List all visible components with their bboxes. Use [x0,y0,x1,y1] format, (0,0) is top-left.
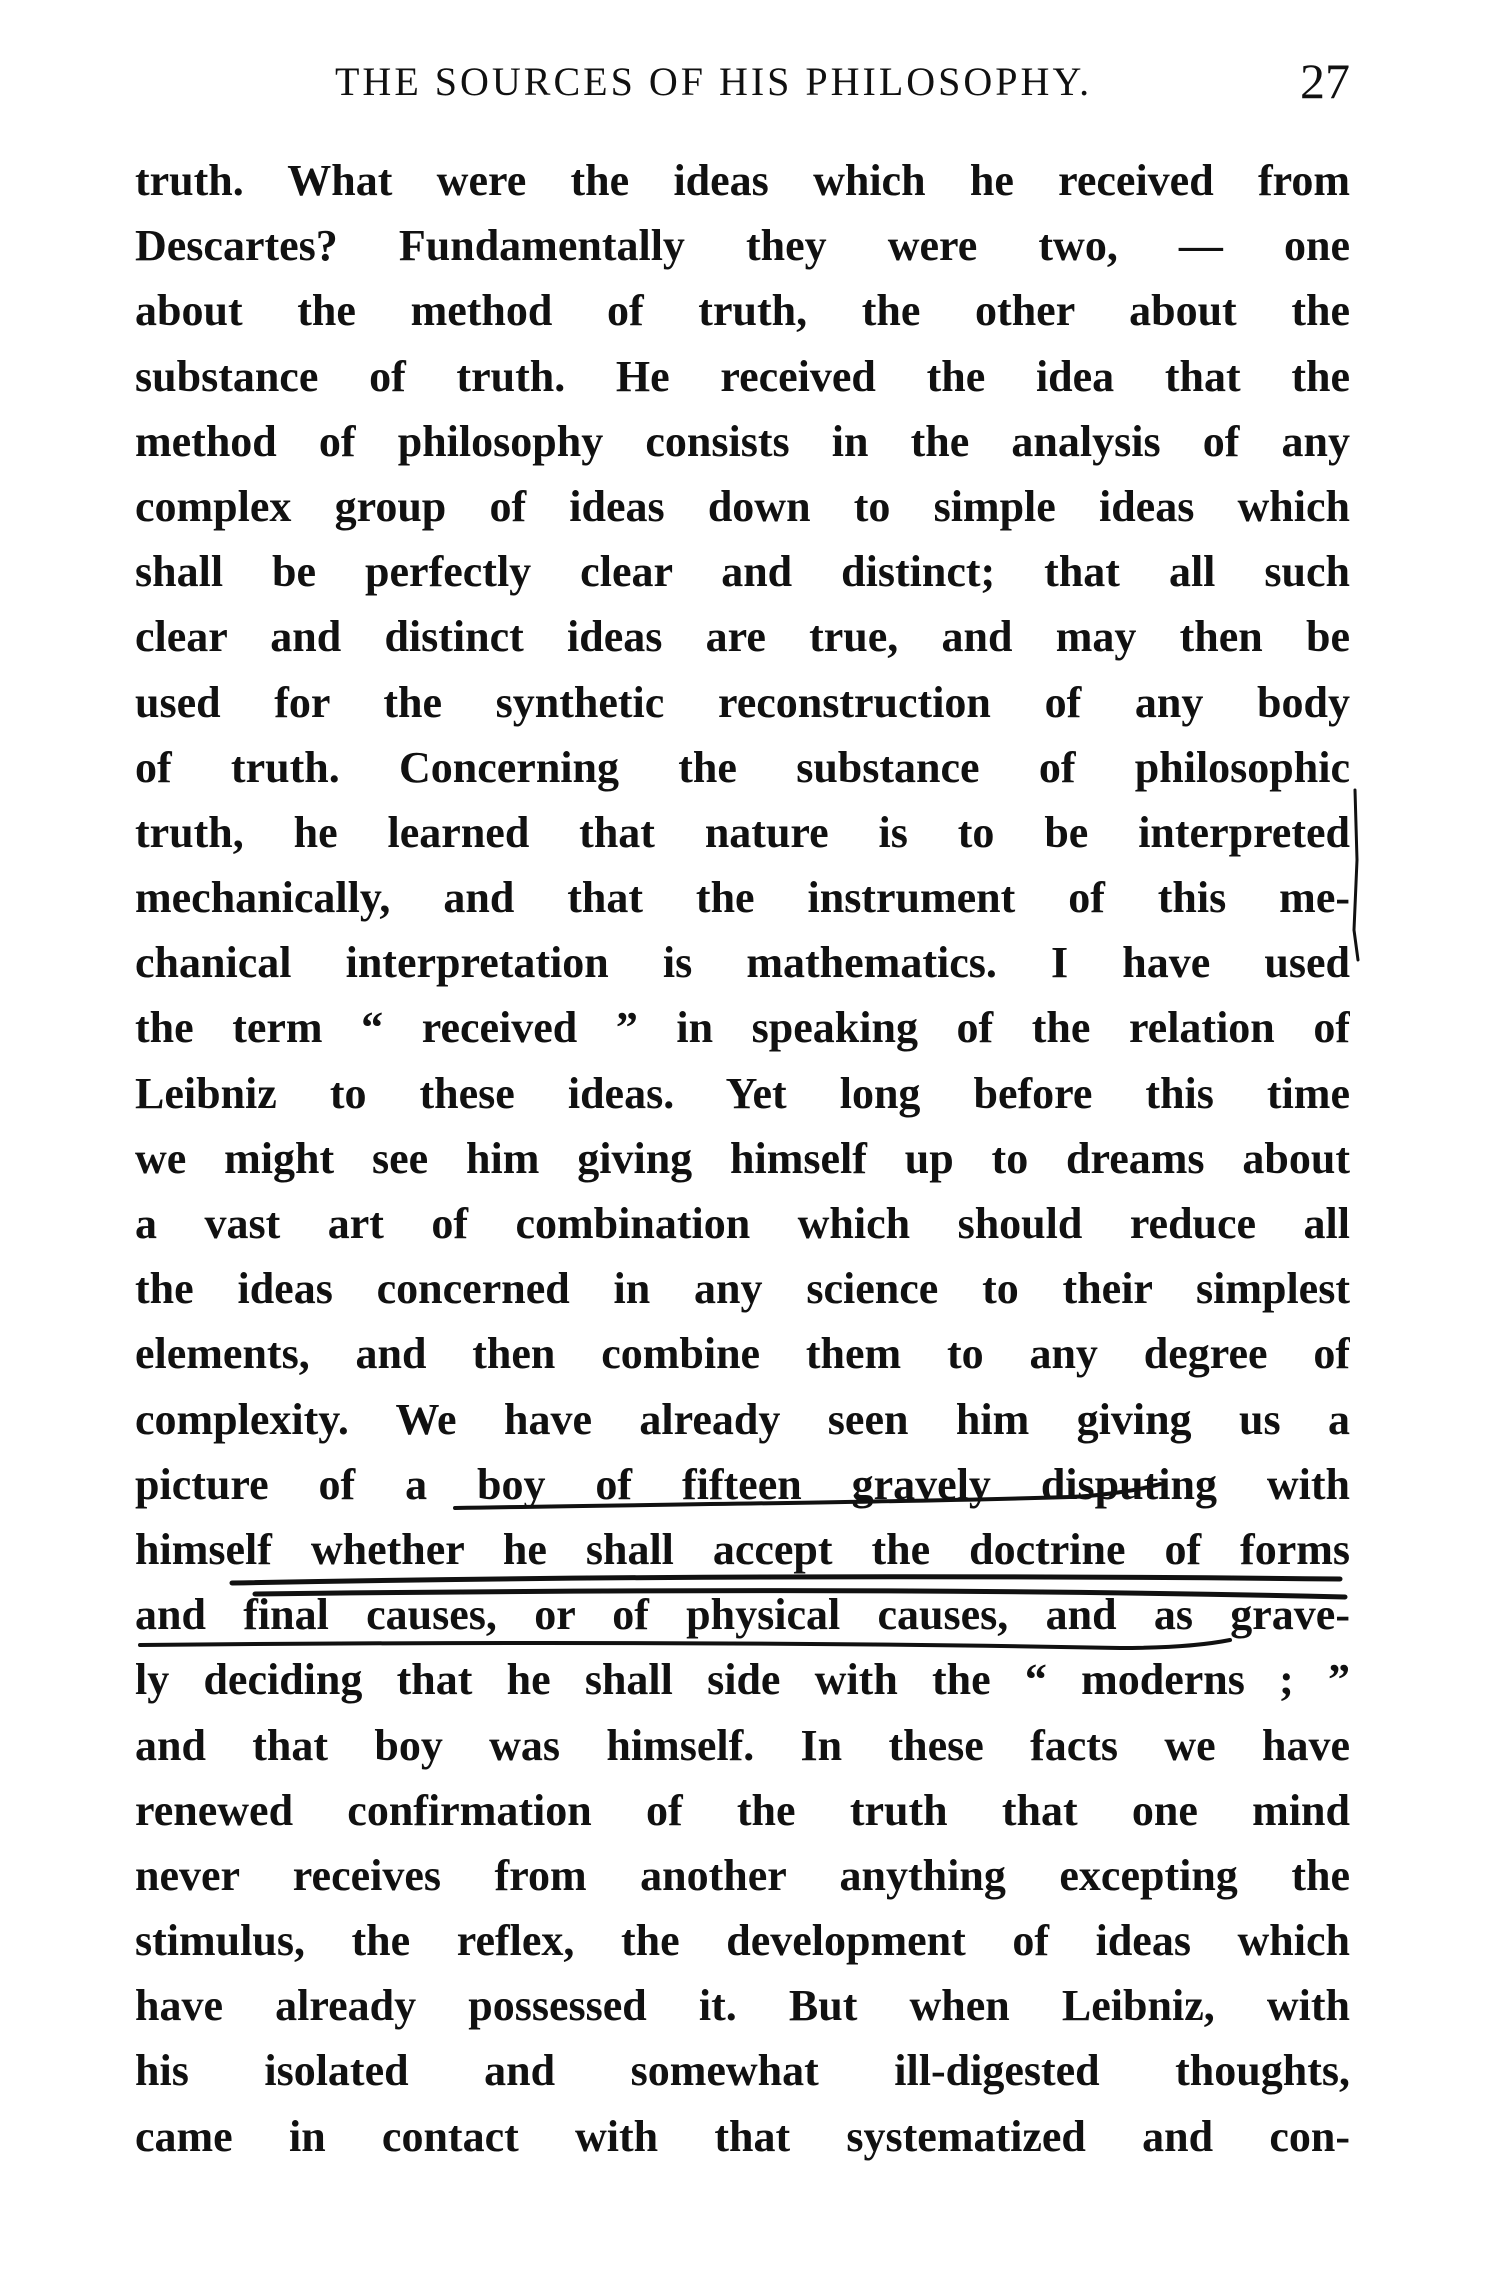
text-line: himself whether he shall accept the doctrine of forms [135,1524,1350,1574]
margin-bracket [1354,790,1358,960]
text-line: complexity. We have already seen him giving us a [135,1394,1350,1444]
text-line: clear and distinct ideas are true, and may then be [135,612,1350,662]
text-line: Descartes? Fundamentally they were two, — one [135,221,1350,271]
text-line: method of philosophy consists in the analysis of any [135,416,1350,466]
text-line: we might see him giving himself up to dreams about [135,1133,1350,1183]
page-number: 27 [1300,53,1350,109]
text-line: ly deciding that he shall side with the “ moderns ; ” [135,1655,1350,1705]
text-line: used for the synthetic reconstruction of any body [135,677,1350,727]
page-header [135,52,1350,122]
text-line: mechanically, and that the instrument of this me- [135,873,1350,923]
text-line: Leibniz to these ideas. Yet long before this time [135,1068,1350,1118]
body-text [135,148,1350,2169]
text-line: and that boy was himself. In these facts we have [135,1720,1350,1770]
text-line: the term “ received ” in speaking of the relation of [135,1003,1350,1053]
text-line: elements, and then combine them to any degree of [135,1329,1350,1379]
text-line: never receives from another anything excepting the [135,1850,1350,1900]
text-line: renewed confirmation of the truth that one mind [135,1785,1350,1835]
text-line: a vast art of combination which should reduce all [135,1199,1350,1248]
text-line: substance of truth. He received the idea that the [135,351,1350,401]
running-title: THE SOURCES OF HIS PHILOSOPHY. [335,59,1093,104]
text-line: came in contact with that systematized and con- [135,2111,1350,2161]
text-line: complex group of ideas down to simple ideas which [135,481,1350,531]
text-line: of truth. Concerning the substance of philosophic [135,742,1350,792]
text-line: truth, he learned that nature is to be interpreted [135,807,1350,857]
text-line: picture of a boy of fifteen gravely disputing with [135,1459,1350,1509]
text-line: about the method of truth, the other about the [135,286,1350,336]
text-line: and final causes, or of physical causes, and as grave- [135,1590,1350,1640]
text-line: have already possessed it. But when Leibniz, with [135,1981,1350,2031]
text-line: his isolated and somewhat ill-digested thoughts, [135,2046,1350,2096]
text-line: the ideas concerned in any science to their simplest [135,1264,1350,1314]
text-line: chanical interpretation is mathematics. I have used [135,938,1350,988]
text-line: truth. What were the ideas which he received from [135,156,1350,205]
text-line: shall be perfectly clear and distinct; that all such [135,547,1350,597]
text-line: stimulus, the reflex, the development of ideas which [135,1916,1350,1966]
